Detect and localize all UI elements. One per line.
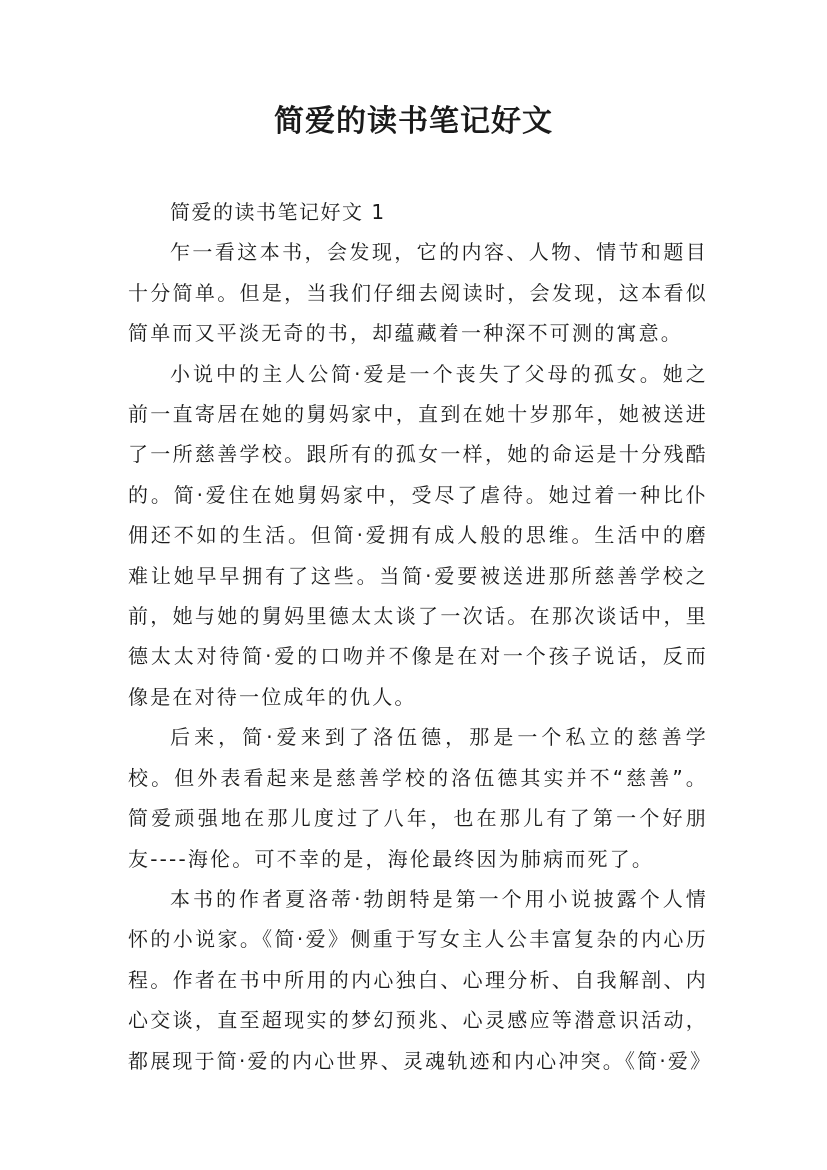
paragraph: 本书的作者夏洛蒂·勃朗特是第一个用小说披露个人情怀的小说家。《简·爱》侧重于写女主人公丰富复杂的内心历程。作者在书中所用的内心独白、心理分析、自我解剖、内心交谈，直至超现实的梦幻预兆、心灵感应等潜意识活动，都展现于简·爱的内心世界、灵魂轨迹和内心冲突。《简·爱》 [128, 886, 713, 1073]
document-body [128, 192, 713, 1081]
paragraph: 小说中的主人公简·爱是一个丧失了父母的孤女。她之前一直寄居在她的舅妈家中，直到在她十岁那年，她被送进了一所慈善学校。跟所有的孤女一样，她的命运是十分残酷的。简·爱住在她舅妈家中，受尽了虐待。她过着一种比仆佣还不如的生活。但简·爱拥有成人般的思维。生活中的磨难让她早早拥有了这些。当简·爱要被送进那所慈善学校之前，她与她的舅妈里德太太谈了一次话。在那次谈话中，里德太太对待简·爱的口吻并不像是在对一个孩子说话，反而像是在对待一位成年的仇人。 [128, 361, 708, 709]
section-heading: 简爱的读书笔记好文 1 [170, 200, 386, 224]
paragraph: 乍一看这本书，会发现，它的内容、人物、情节和题目十分简单。但是，当我们仔细去阅读时，会发现，这本看似简单而又平淡无奇的书，却蕴藏着一种深不可测的寓意。 [128, 240, 708, 346]
paragraph: 后来，简·爱来到了洛伍德，那是一个私立的慈善学校。但外表看起来是慈善学校的洛伍德其实并不“慈善”。简爱顽强地在那儿度过了八年，也在那儿有了第一个好朋友----海伦。可不幸的是，海伦最终因为肺病而死了。 [128, 725, 708, 871]
document-title: 简爱的读书笔记好文 [274, 104, 553, 139]
